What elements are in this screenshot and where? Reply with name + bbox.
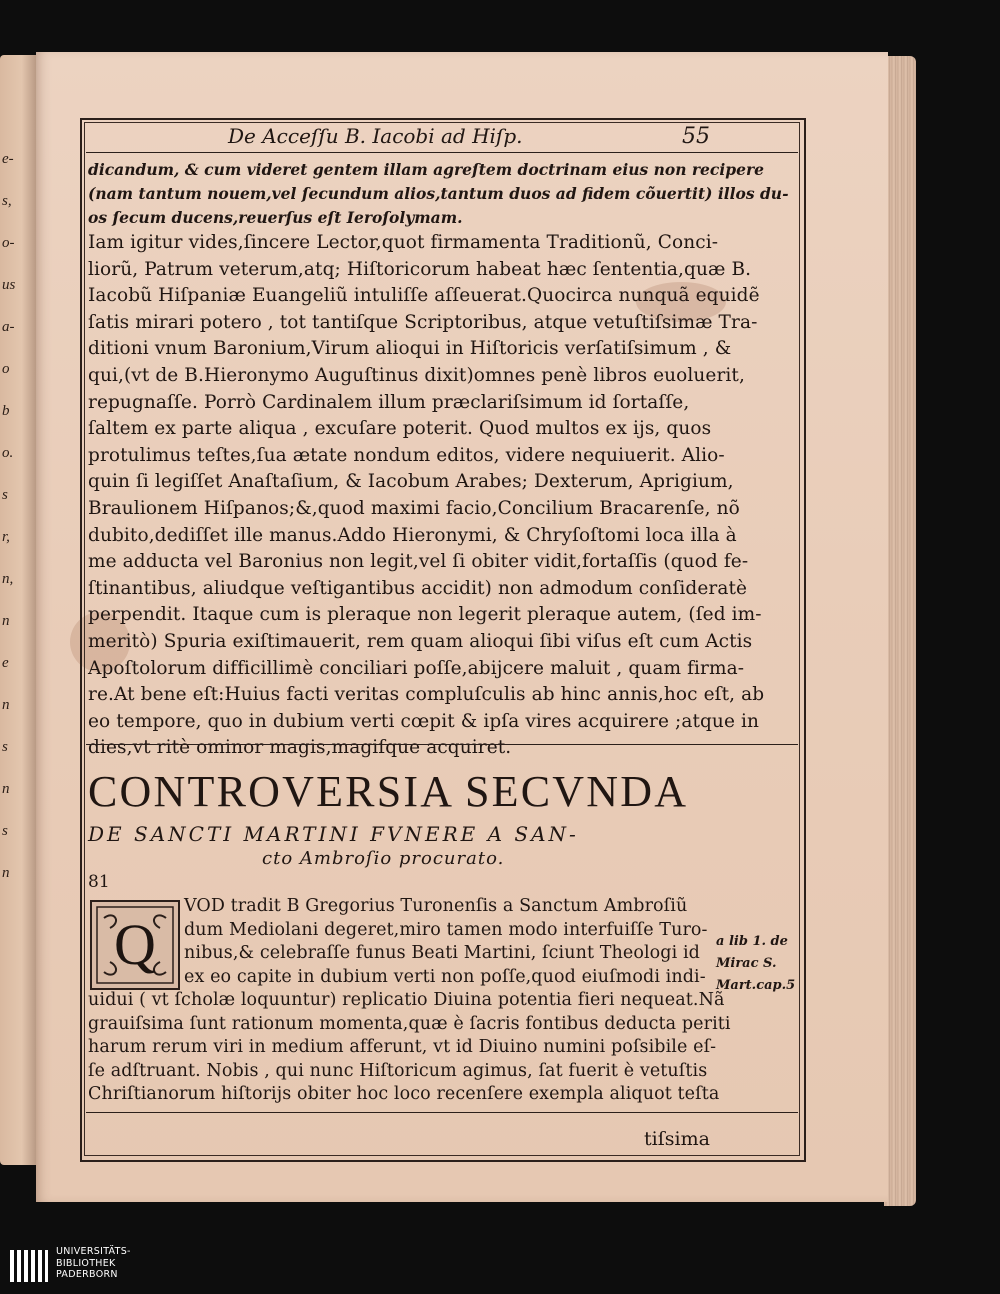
library-name: [56, 1246, 131, 1281]
decorated-initial: [90, 900, 180, 990]
body-line: Iacobũ Hiſpaniæ Euangeliũ intuliſſe aſſeuerat.Quocirca nunquã equidẽ: [88, 285, 760, 307]
library-logo-icon: [8, 1246, 50, 1286]
left-page-fragment: r,: [2, 529, 10, 545]
initial-paragraph-line: ex eo capite in dubium verti non poſſe,quod eiuſmodi indi-: [184, 966, 706, 987]
initial-paragraph-line: VOD tradit B Gregorius Turonenſis a Sanctum Ambroſiũ: [184, 896, 688, 916]
running-head: De Acceſſu B. Iacobi ad Hiſp.: [228, 124, 523, 148]
body-line: me adducta vel Baronius non legit,vel ſi obiter vidit,fortaſſis (quod fe-: [88, 551, 749, 573]
page-edges: [884, 56, 916, 1206]
body-line: ſtinantibus, aliudque veſtigantibus accidit) non admodum conſideratè: [88, 577, 748, 599]
paragraph-line: harum rerum viri in medium afferunt, vt id Diuino numini poſsibile eſ-: [88, 1037, 717, 1058]
paragraph-line: grauiſsima ſunt rationum momenta,quæ è ſacris fontibus deducta periti: [88, 1013, 731, 1034]
left-page-fragment: n: [2, 781, 10, 797]
library-name-line-3: PADERBORN: [56, 1269, 118, 1280]
left-page-fragment: b: [2, 403, 10, 419]
left-page-fragment: us: [2, 277, 16, 293]
body-line: eo tempore, quo in dubium verti cœpit & ipſa vires acquirere ;atque in: [88, 710, 760, 732]
paragraph-line: Chriſtianorum hiſtorijs obiter hoc loco recenſere exempla aliquot teſta: [88, 1084, 720, 1105]
left-page-fragment: o-: [2, 235, 15, 251]
ornament-icon: [96, 906, 174, 984]
body-line: Iam igitur vides,ſincere Lector,quot firmamenta Traditionũ, Conci-: [88, 232, 719, 253]
body-line: dubito,dediſſet ille manus.Addo Hieronymi, & Chryſoſtomi loca illa à: [88, 524, 737, 546]
margin-note-line: a lib 1. de: [716, 934, 788, 949]
footer-rule: [86, 1112, 798, 1113]
library-name-line-1: UNIVERSITÄTS-: [56, 1246, 131, 1257]
section-rule: [86, 744, 798, 745]
paragraph-line: ſe adſtruant. Nobis , qui nunc Hiſtoricum agimus, ſat fuerit è vetuſtis: [88, 1060, 708, 1081]
drop-cap-letter: Q: [114, 912, 156, 977]
section-number: 81: [88, 872, 110, 892]
left-page-fragment: n: [2, 697, 10, 713]
left-page-fragment: o.: [2, 445, 14, 461]
body-line: ſaltem ex parte aliqua , excuſare poterit. Quod multos ex ijs, quos: [88, 418, 712, 440]
body-line: repugnaſſe. Porrò Cardinalem illum præclariſsimum id ſortaſſe,: [88, 391, 690, 413]
left-page-fragment: n,: [2, 571, 14, 587]
left-page-fragment: s: [2, 487, 8, 503]
left-page-fragment: s: [2, 739, 8, 755]
italic-line: dicandum, & cum videret gentem illam agreſtem doctrinam eius non recipere: [88, 160, 764, 179]
section-subheading-line-2: cto Ambroſio procurato.: [262, 848, 505, 869]
page-number: 55: [682, 124, 710, 149]
left-page-fragment: e: [2, 655, 9, 671]
left-page-fragment: e-: [2, 151, 14, 167]
left-page-fragment: n: [2, 613, 10, 629]
body-line: re.At bene eſt:Huius facti veritas compluſculis ab hinc annis,hoc eſt, ab: [88, 684, 765, 706]
body-line: Apoſtolorum difficillimè conciliari poſſe,abijcere maluit , quam firma-: [88, 657, 745, 679]
body-line: perpendit. Itaque cum is pleraque non legerit pleraque autem, (ſed im-: [88, 604, 762, 626]
paragraph-line: uidui ( vt ſcholæ loquuntur) replicatio Diuina potentia fieri nequeat.Nã: [88, 990, 725, 1010]
body-line: protulimus teſtes,ſua ætate nondum editos, videre nequiuerit. Alio-: [88, 444, 725, 466]
section-heading: CONTROVERSIA SECVNDA: [88, 767, 689, 816]
left-page-fragment: a-: [2, 319, 15, 335]
left-page-fragment: s: [2, 823, 8, 839]
body-line: quin ſi legiſſet Anaſtaſium, & Iacobum Arabes; Dexterum, Aprigium,: [88, 471, 734, 493]
body-line: ſatis mirari potero , tot tantiſque Scriptoribus, atque vetuſtiſsimæ Tra-: [88, 311, 758, 333]
margin-note-line: Mirac S.: [716, 956, 777, 971]
left-page-fragment: o: [2, 361, 10, 377]
body-line: ditioni vnum Baronium,Virum alioqui in Hiſtoricis verſatiſsimum , &: [88, 338, 732, 360]
left-page-fragment: s,: [2, 193, 12, 209]
catchword: tiſsima: [644, 1128, 710, 1150]
body-line: dies,vt ritè ominor magis,magiſque acquiret.: [88, 737, 512, 759]
margin-note-line: Mart.cap.5: [716, 978, 796, 993]
italic-line: (nam tantum nouem,vel ſecundum alios,tantum duos ad fidem cõuertit) illos du-: [88, 184, 789, 203]
body-line: qui,(vt de B.Hieronymo Auguſtinus dixit)omnes penè libros euoluerit,: [88, 365, 745, 386]
library-name-line-2: BIBLIOTHEK: [56, 1257, 116, 1269]
header-rule: [86, 152, 798, 153]
left-page-fragment: n: [2, 865, 10, 881]
body-line: Braulionem Hiſpanos;&,quod maximi facio,Concilium Bracarenſe, nõ: [88, 498, 740, 519]
italic-line: os ſecum ducens,reuerſus eſt Ieroſolymam.: [88, 208, 463, 227]
initial-paragraph-line: nibus,& celebraſſe funus Beati Martini, ſciunt Theologi id: [184, 943, 700, 964]
section-subheading-line-1: DE SANCTI MARTINI FVNERE A SAN-: [88, 822, 579, 846]
body-line: liorũ, Patrum veterum,atq; Hiſtoricorum habeat hæc ſententia,quæ B.: [88, 258, 752, 280]
left-page-edge: [0, 55, 36, 1165]
body-line: meritò) Spuria exiſtimauerit, rem quam alioqui ſibi viſus eſt cum Actis: [88, 631, 753, 652]
initial-paragraph-line: dum Mediolani degeret,miro tamen modo interfuiſſe Turo-: [184, 919, 708, 940]
